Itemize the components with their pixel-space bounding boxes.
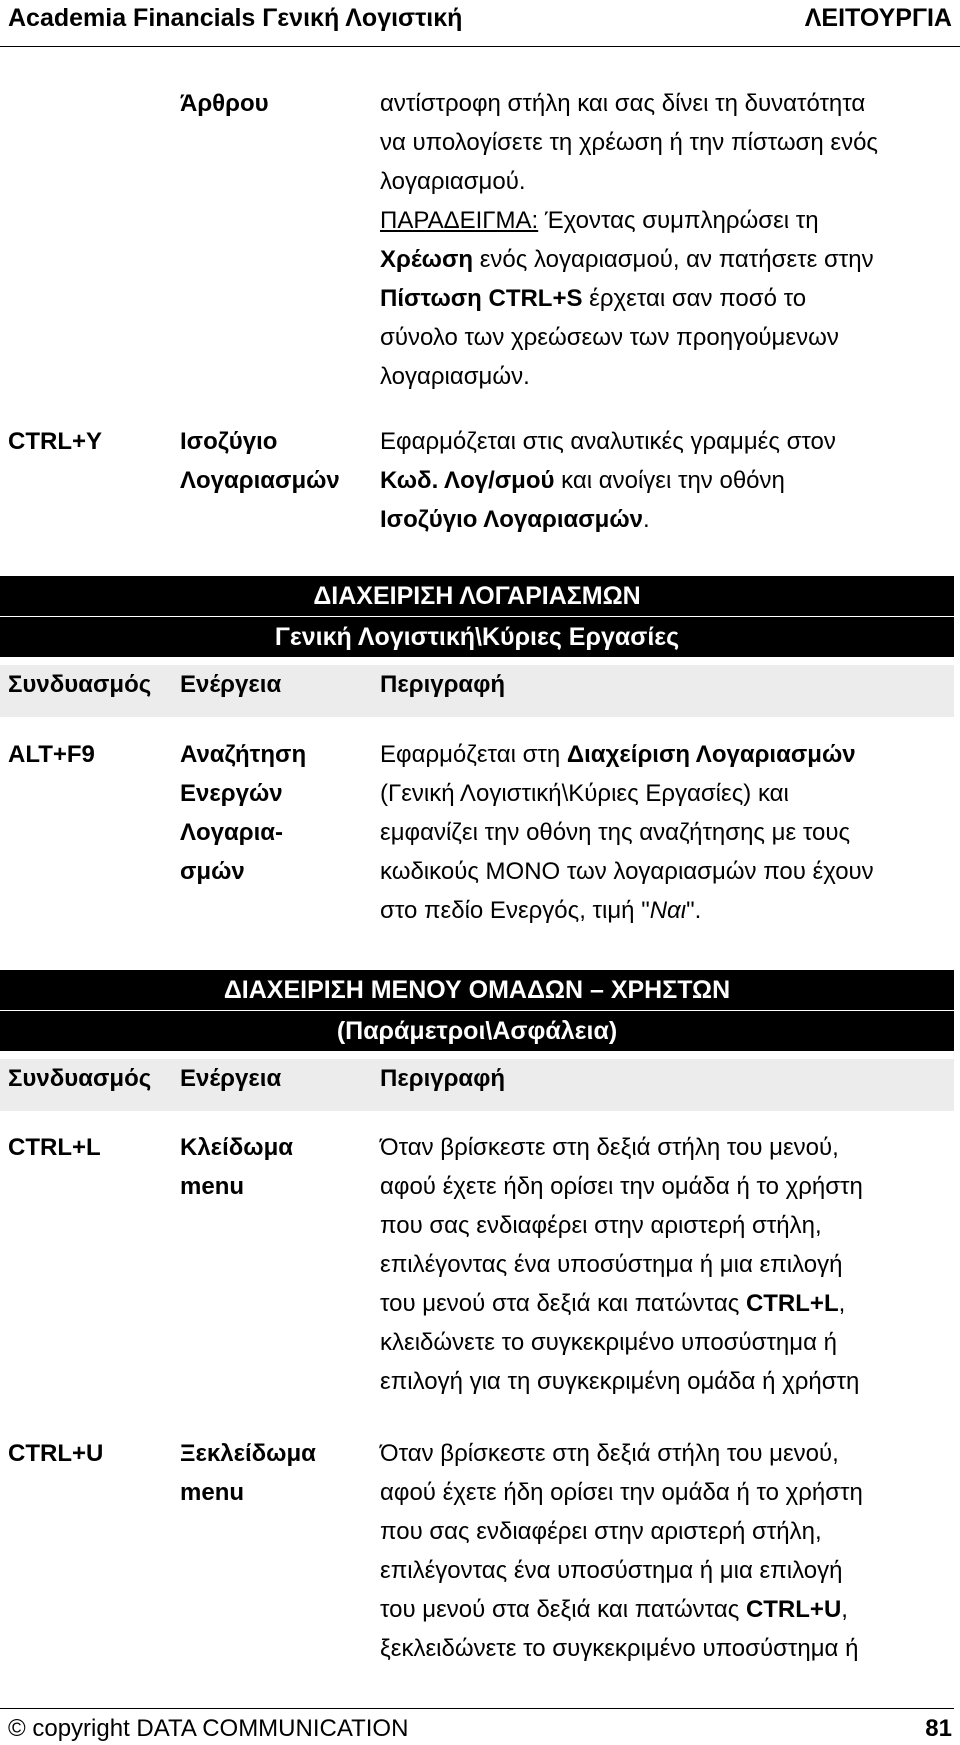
action-cell: Ξεκλείδωμα menu [180, 1440, 316, 1506]
section-subtitle: Γενική Λογιστική\Κύριες Εργασίες [0, 616, 954, 657]
column-header-row [0, 665, 954, 717]
section-title-bar [0, 970, 954, 1051]
description-cell: Εφαρμόζεται στη Διαχείριση Λογαριασμών (Γενική Λογιστική\Κύριες Εργασίες) και εμφανίζει την οθόνη της αναζήτησης με τους κωδικούς ΜΟΝΟ των λογαριασμών που έχουν στο πεδίο Ενεργός, τιμή "Ναι". [380, 741, 874, 924]
action-cell: Αναζήτηση Ενεργών Λογαρια- σμών [180, 741, 307, 885]
desc-line: λογαριασμού. [380, 168, 526, 195]
action-cell: Ισοζύγιο Λογαριασμών [180, 428, 340, 494]
desc-line: αντίστροφη στήλη και σας δίνει τη δυνατότητα [380, 90, 866, 117]
section-subtitle: (Παράμετροι\Ασφάλεια) [0, 1010, 954, 1051]
desc-line: Χρέωση ενός λογαριασμού, αν πατήσετε στην [380, 246, 874, 273]
desc-line: ΠΑΡΑΔΕΙΓΜΑ: Έχοντας συμπληρώσει τη [380, 207, 819, 234]
col-header-desc: Περιγραφή [380, 1065, 506, 1092]
page-header [0, 0, 960, 47]
description-cell [380, 84, 950, 396]
desc-line: Πίστωση CTRL+S έρχεται σαν ποσό το [380, 285, 807, 312]
section-title-bar [0, 576, 954, 657]
combo-cell: CTRL+U [8, 1440, 104, 1467]
col-header-action: Ενέργεια [180, 1065, 282, 1092]
document-title: Academia Financials Γενική Λογιστική [8, 4, 463, 32]
section-title: ΔΙΑΧΕΙΡΙΣΗ ΜΕΝΟΥ ΟΜΑΔΩΝ – ΧΡΗΣΤΩΝ [223, 976, 731, 1004]
col-header-combo: Συνδυασμός [8, 671, 152, 698]
section-title: ΔΙΑΧΕΙΡΙΣΗ ΛΟΓΑΡΙΑΣΜΩΝ [313, 582, 641, 610]
page-number: 81 [925, 1715, 952, 1742]
copyright-text: © copyright DATA COMMUNICATION [8, 1715, 409, 1742]
desc-line: να υπολογίσετε τη χρέωση ή την πίστωση ενός [380, 129, 878, 156]
desc-line: σύνολο των χρεώσεων των προηγούμενων [380, 324, 839, 351]
description-cell: Εφαρμόζεται στις αναλυτικές γραμμές στον Κωδ. Λογ/σμού και ανοίγει την οθόνη Ισοζύγιο Λογαριασμών. [380, 428, 836, 533]
combo-cell: CTRL+L [8, 1134, 101, 1161]
col-header-desc: Περιγραφή [380, 671, 506, 698]
desc-line: λογαριασμών. [380, 363, 530, 390]
description-cell: Όταν βρίσκεστε στη δεξιά στήλη του μενού, αφού έχετε ήδη ορίσει την ομάδα ή το χρήστη που σας ενδιαφέρει στην αριστερή στήλη, επιλέγοντας ένα υποσύστημα ή μια επιλογή του μενού στα δεξιά και πατώντας CTRL+L, κλειδώνετε το συγκεκριμένο υποσύστημα ή επιλογή για τη συγκεκριμένη ομάδα ή χρήστη [380, 1134, 863, 1395]
combo-cell: ALT+F9 [8, 741, 95, 768]
column-header-row [0, 1059, 954, 1111]
combo-cell: CTRL+Y [8, 428, 103, 455]
page-footer [0, 1708, 954, 1742]
action-cell: Κλείδωμα menu [180, 1134, 294, 1200]
description-cell: Όταν βρίσκεστε στη δεξιά στήλη του μενού, αφού έχετε ήδη ορίσει την ομάδα ή το χρήστη που σας ενδιαφέρει στην αριστερή στήλη, επιλέγοντας ένα υποσύστημα ή μια επιλογή του μενού στα δεξιά και πατώντας CTRL+U, ξεκλειδώνετε το συγκεκριμένο υποσύστημα ή [380, 1440, 863, 1662]
example-label: ΠΑΡΑΔΕΙΓΜΑ: [380, 207, 539, 234]
action-cell: Άρθρου [180, 90, 269, 117]
col-header-combo: Συνδυασμός [8, 1065, 152, 1092]
section-label: ΛΕΙΤΟΥΡΓΙΑ [804, 4, 952, 32]
col-header-action: Ενέργεια [180, 671, 282, 698]
